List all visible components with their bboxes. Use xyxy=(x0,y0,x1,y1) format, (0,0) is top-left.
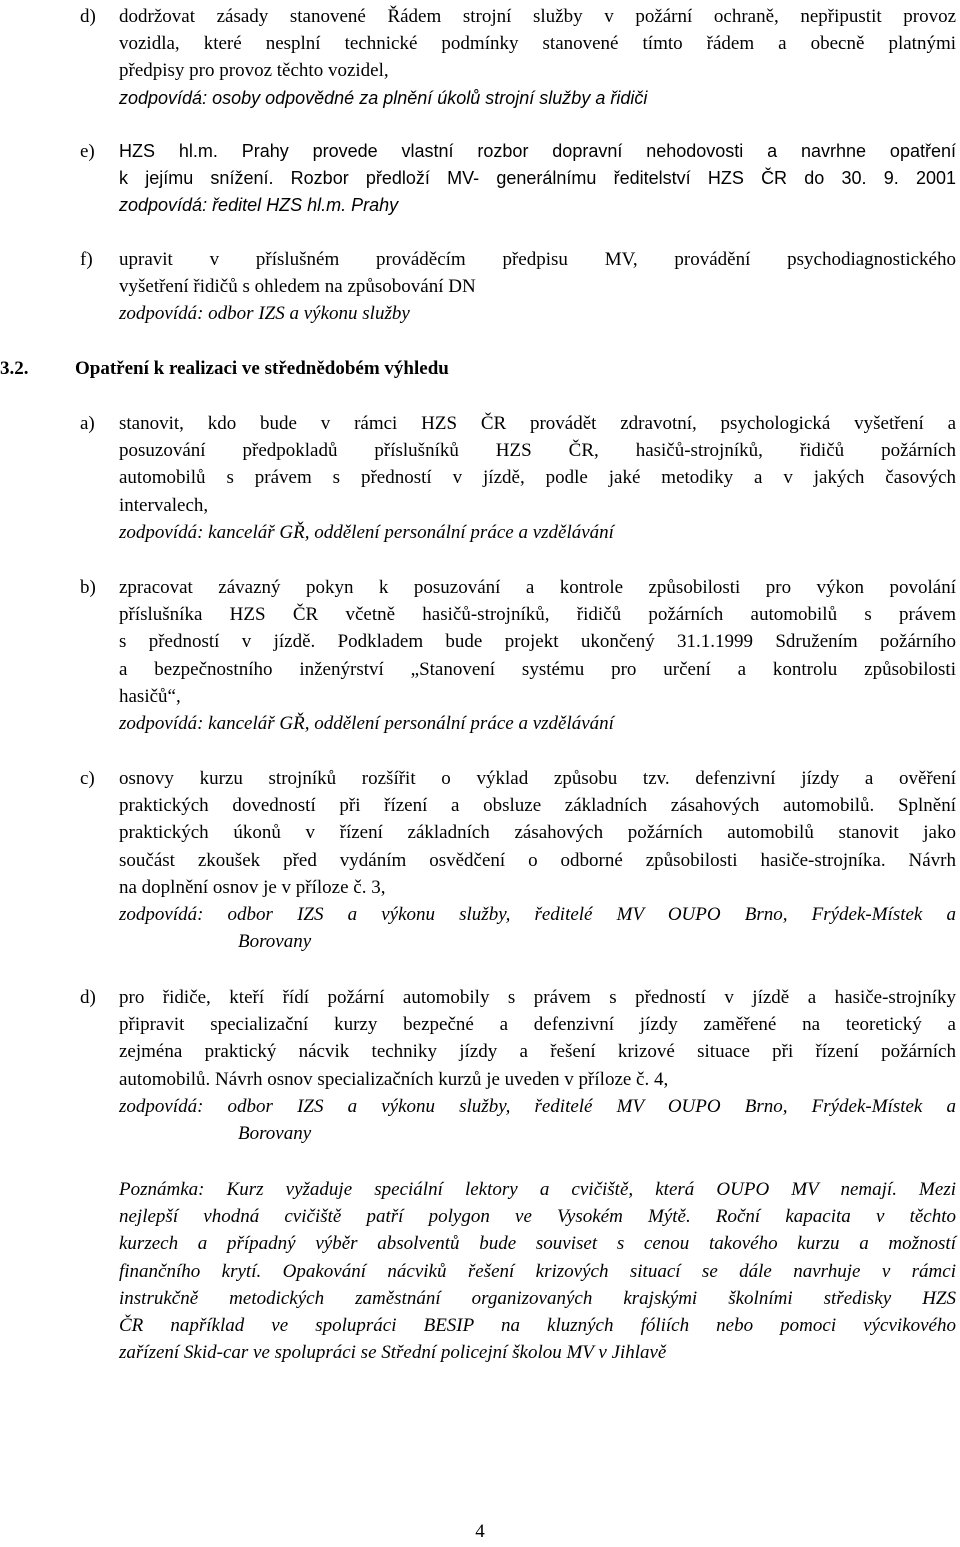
text-line: stanovit, kdo bude v rámci HZS ČR provádět zdravotní, psychologická vyšetření a xyxy=(119,413,956,434)
item-body xyxy=(119,410,956,546)
note-line: Poznámka: Kurz vyžaduje speciální lektory a cvičiště, která OUPO MV nemají. Mezi xyxy=(119,1179,956,1200)
text-line: pro řidiče, kteří řídí požární automobily s právem s předností v jízdě a hasiče-strojníky xyxy=(119,987,956,1008)
text-line: vozidla, které nesplní technické podmínky stanovené tímto řádem a obecně platnými xyxy=(119,33,956,55)
note-line: zařízení Skid-car ve spolupráci se Střední policejní školou MV v Jihlavě xyxy=(119,1342,667,1364)
item-marker: d) xyxy=(80,6,96,27)
item-body xyxy=(119,138,956,220)
text-line: praktických úkonů v řízení základních zásahových požárních automobilů stanovit jako xyxy=(119,822,956,844)
text-line: automobilů. Návrh osnov specializačních kurzů je uveden v příloze č. 4, xyxy=(119,1068,669,1090)
responsible-line: zodpovídá: osoby odpovědné za plnění úkolů strojní služby a řidiči xyxy=(119,87,648,108)
item-marker: f) xyxy=(80,249,93,270)
item-marker: c) xyxy=(80,768,95,789)
text-line: zpracovat závazný pokyn k posuzování a kontrole způsobilosti pro výkon povolání xyxy=(119,577,956,598)
text-line: a bezpečnostního inženýrství „Stanovení systému pro určení a kontrolu způsobilosti xyxy=(119,658,956,680)
responsible-line: zodpovídá: odbor IZS a výkonu služby, ředitelé MV OUPO Brno, Frýdek-Místek a xyxy=(119,903,956,925)
item-marker: d) xyxy=(80,987,96,1008)
text-line: vyšetření řidičů s ohledem na způsobování DN xyxy=(119,276,476,298)
item-marker: b) xyxy=(80,577,96,598)
item-body xyxy=(119,574,956,737)
note-body xyxy=(119,1176,956,1366)
note-line: instrukčně metodických zaměstnání organizovaných krajskými školními středisky HZS xyxy=(119,1287,956,1309)
note-line: finančního krytí. Opakování nácviků řešení krizových situací se dále navrhuje v rámci xyxy=(119,1260,956,1282)
text-line: HZS hl.m. Prahy provede vlastní rozbor dopravní nehodovosti a navrhne opatření xyxy=(119,141,956,161)
text-line: hasičů“, xyxy=(119,685,181,707)
responsible-line: zodpovídá: odbor IZS a výkonu služby xyxy=(119,303,410,325)
note-line: nejlepší vhodná cvičiště patří polygon ve Vysokém Mýtě. Roční kapacita v těchto xyxy=(119,1206,956,1228)
text-line: dodržovat zásady stanovené Řádem strojní služby v požární ochraně, nepřipustit provoz xyxy=(119,6,956,27)
text-line: připravit specializační kurzy bezpečné a defenzivní jízdy zaměřené na teoretický a xyxy=(119,1014,956,1036)
text-line: příslušníka HZS ČR včetně hasičů-strojníků, řidičů požárních automobilů s právem xyxy=(119,604,956,626)
text-line: s předností v jízdě. Podkladem bude projekt ukončený 31.1.1999 Sdružením požárního xyxy=(119,631,956,653)
responsible-line: zodpovídá: odbor IZS a výkonu služby, ředitelé MV OUPO Brno, Frýdek-Místek a xyxy=(119,1095,956,1117)
responsible-line: Borovany xyxy=(238,931,312,953)
text-line: automobilů s právem s předností v jízdě, podle jaké metodiky a v jakých časových xyxy=(119,467,956,489)
responsible-line: Borovany xyxy=(238,1122,312,1144)
section-title: Opatření k realizaci ve střednědobém výhledu xyxy=(75,358,449,379)
text-line: posuzování předpokladů příslušníků HZS ČR, hasičů-strojníků, řidičů požárních xyxy=(119,440,956,462)
text-line: zejména praktický nácvik techniky jízdy a řešení krizové situace při řízení požárních xyxy=(119,1041,956,1063)
responsible-line: zodpovídá: kancelář GŘ, oddělení personální práce a vzdělávání xyxy=(119,712,614,734)
responsible-line: zodpovídá: ředitel HZS hl.m. Prahy xyxy=(119,195,399,216)
section-number: 3.2. xyxy=(0,358,29,379)
text-line: součást zkoušek před vydáním osvědčení o odborné způsobilosti hasiče-strojníka. Návrh xyxy=(119,849,956,871)
page-number: 4 xyxy=(475,1521,485,1542)
text-line: předpisy pro provoz těchto vozidel, xyxy=(119,60,389,82)
responsible-line: zodpovídá: kancelář GŘ, oddělení personální práce a vzdělávání xyxy=(119,521,614,543)
text-line: upravit v příslušném prováděcím předpisu MV, provádění psychodiagnostického xyxy=(119,249,956,270)
text-line: na doplnění osnov je v příloze č. 3, xyxy=(119,876,386,898)
item-body xyxy=(119,3,956,112)
item-body xyxy=(119,984,956,1147)
note-line: ČR například ve spolupráci BESIP na kluzných fóliích nebo pomoci výcvikového xyxy=(119,1314,956,1336)
item-body xyxy=(119,765,956,955)
text-line: intervalech, xyxy=(119,494,209,516)
note-line: kurzech a případný výběr absolventů bude souviset s cenou takového kurzu a možností xyxy=(119,1233,956,1255)
text-line: k jejímu snížení. Rozbor předloží MV- generálnímu ředitelství HZS ČR do 30. 9. 2001 xyxy=(119,168,956,189)
text-line: osnovy kurzu strojníků rozšířit o výklad způsobu tzv. defenzivní jízdy a ověření xyxy=(119,768,956,789)
item-marker: a) xyxy=(80,413,95,434)
item-marker: e) xyxy=(80,141,95,162)
text-line: praktických dovedností při řízení a obsluze základních zásahových automobilů. Splnění xyxy=(119,795,956,817)
item-body xyxy=(119,246,956,328)
